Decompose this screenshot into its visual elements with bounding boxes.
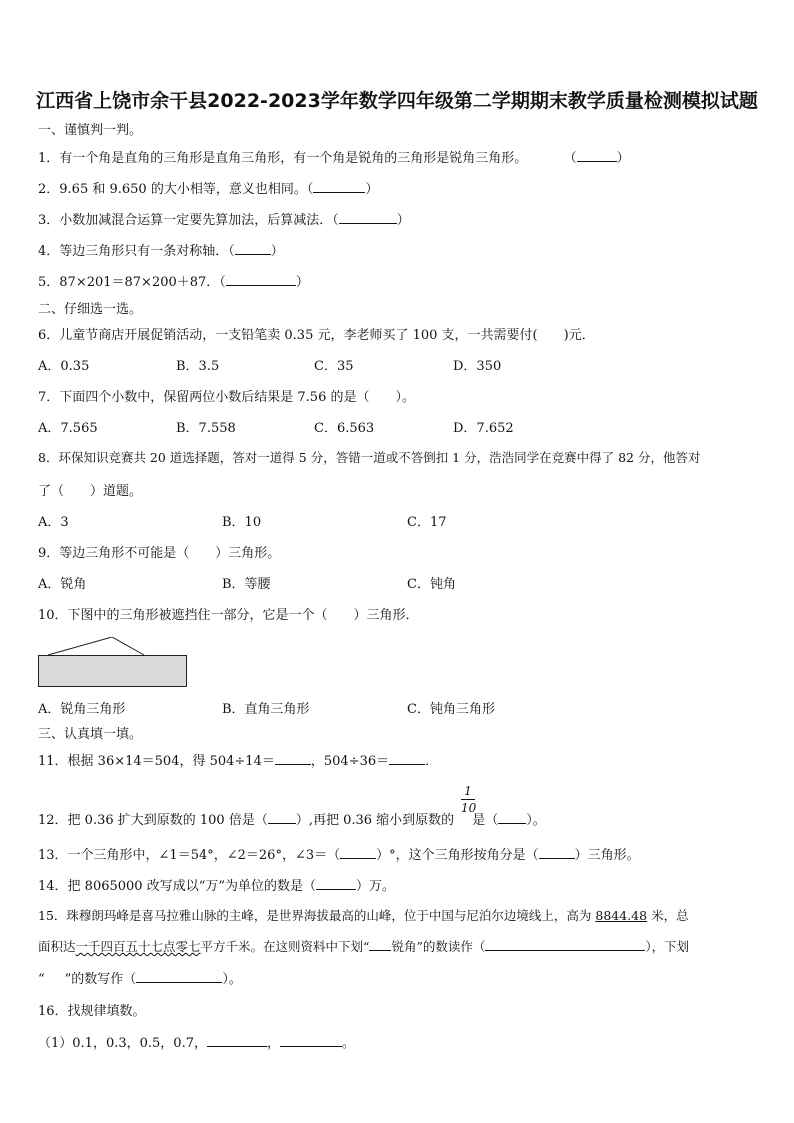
question-11-text: 11．根据 36×14＝504，得 504÷14＝ [38,754,275,769]
answer-blank[interactable] [280,1033,342,1047]
question-16-text: ， [266,1036,280,1051]
answer-blank[interactable] [235,241,271,255]
answer-blank[interactable] [313,179,365,193]
option-b[interactable]: B．10 [222,515,262,530]
question-12-text: ）,再把 0.36 缩小到原数的 [295,813,455,828]
option-c[interactable]: C．钝角 [407,577,456,592]
question-12-text: ）。 [526,813,546,828]
paren-close: ） [365,182,379,197]
fraction-numerator: 1 [464,784,472,798]
option-a[interactable]: A．3 [38,515,69,530]
question-1 [38,147,630,166]
answer-blank[interactable] [539,845,575,859]
underlined-number: 8844.48 [595,908,648,923]
question-4 [38,240,284,259]
question-13-text: ）三角形。 [574,848,640,863]
question-13 [38,844,640,863]
question-15-text: ），下划 [645,939,690,954]
option-b[interactable]: B．7.558 [176,421,236,436]
question-9: 9．等边三角形不可能是（ ）三角形。 [38,546,281,561]
question-2-text: 2．9.65 和 9.650 的大小相等，意义也相同。（ [38,182,314,197]
question-3 [38,209,410,228]
question-13-text: 13．一个三角形中，∠1＝54°，∠2＝26°，∠3＝（ [38,848,341,863]
question-12-text: 12．把 0.36 扩大到原数的 100 倍是（ [38,813,268,828]
answer-blank[interactable] [389,751,425,765]
fraction-denominator: 10 [461,801,477,815]
question-5 [38,271,309,290]
question-11 [38,750,438,769]
paren-close: ） [396,213,410,228]
paren-open: （ [563,151,577,166]
question-12 [38,809,546,828]
question-15-text: 面积达 [38,939,76,954]
question-14-text: ）万。 [356,879,396,894]
question-15-text: 15．珠穆朗玛峰是喜马拉雅山脉的主峰，是世界海拔最高的山峰，位于中国与尼泊尔边境线上，高为 [38,908,596,923]
question-11-text: ． [425,754,439,769]
fraction-bar [461,799,475,800]
option-c[interactable]: C．35 [314,359,354,374]
question-14-text: 14．把 8065000 改写成以“万”为单位的数是（ [38,879,316,894]
question-13-text: ）°，这个三角形按角分是（ [376,848,539,863]
question-10: 10．下图中的三角形被遮挡住一部分，它是一个（ ）三角形． [38,608,419,623]
triangle-apex [48,637,144,655]
question-16-text: （1）0.1，0.3，0.5，0.7， [38,1036,207,1051]
answer-blank[interactable] [136,969,222,983]
wavy-underline-sample [45,972,65,987]
question-15-line-2 [38,937,689,955]
option-a[interactable]: A．锐角三角形 [38,702,126,717]
question-5-text: 5．87×201＝87×200＋87．（ [38,275,226,290]
answer-blank[interactable] [316,876,356,890]
question-15-text: ”的数读作（ [416,939,486,954]
option-b[interactable]: B．直角三角形 [222,702,310,717]
section-heading-3: 三、认真填一填。 [38,727,143,742]
answer-blank[interactable] [207,1033,267,1047]
question-15-text: 平方千米。在这则资料中下划“ [200,939,370,954]
paren-close: ） [270,244,284,259]
question-14 [38,875,395,894]
straight-underline-sample [369,937,391,951]
option-b[interactable]: B．3.5 [176,359,220,374]
option-a[interactable]: A．7.565 [38,421,98,436]
option-c[interactable]: C．6.563 [314,421,375,436]
question-6: 6．儿童节商店开展促销活动，一支铅笔卖 0.35 元，李老师买了 100 支，一共需要付( )元． [38,328,595,343]
question-12-text: 是（ [472,813,499,828]
option-a[interactable]: A．锐角 [38,577,87,592]
answer-blank[interactable] [339,210,397,224]
option-b[interactable]: B．等腰 [222,577,271,592]
answer-blank[interactable] [268,810,296,824]
option-c[interactable]: C．17 [407,515,447,530]
answer-blank[interactable] [340,845,376,859]
question-1-text: 1．有一个角是直角的三角形是直角三角形，有一个角是锐角的三角形是锐角三角形。 [38,151,528,166]
question-2 [38,178,378,197]
page-title: 江西省上饶市余干县2022-2023学年数学四年级第二学期期末教学质量检测模拟试题 [36,90,758,112]
question-15-line-3 [38,968,242,987]
question-16-part-1 [38,1032,355,1051]
question-15-line-1 [38,906,689,924]
paren-close: ） [295,275,309,290]
question-16: 16．找规律填数。 [38,1004,146,1019]
option-d[interactable]: D．7.652 [453,421,514,436]
answer-blank[interactable] [275,751,311,765]
question-15-text: ”的数写作（ [64,972,137,987]
question-3-text: 3．小数加减混合运算一定要先算加法，后算减法．（ [38,213,339,228]
question-15-text: 锐角 [391,939,417,954]
cover-rectangle [39,656,187,687]
option-c[interactable]: C．钝角三角形 [407,702,495,717]
question-15-text: “ [38,972,45,987]
answer-blank[interactable] [498,810,526,824]
answer-blank[interactable] [226,272,296,286]
question-8-line-2: 了（ ）道题。 [38,484,143,499]
wavy-underlined-number: 一千四百五十七点零七 [75,939,201,954]
answer-blank[interactable] [485,937,645,951]
question-4-text: 4．等边三角形只有一条对称轴．（ [38,244,235,259]
question-7: 7．下面四个小数中，保留两位小数后结果是 7.56 的是（ ）。 [38,390,415,405]
question-15-text: ）。 [222,972,242,987]
question-11-text: ，504÷36＝ [310,754,390,769]
section-heading-2: 二、仔细选一选。 [38,302,143,317]
covered-triangle-figure [38,637,190,689]
answer-blank[interactable] [577,148,617,162]
option-a[interactable]: A．0.35 [38,359,90,374]
option-d[interactable]: D．350 [453,359,502,374]
paren-close: ） [616,151,630,166]
question-15-text: 米，总 [647,908,689,923]
question-16-text: 。 [341,1036,355,1051]
section-heading-1: 一、谨慎判一判。 [38,123,143,138]
question-8-line-1: 8．环保知识竞赛共 20 道选择题，答对一道得 5 分，答错一道或不答倒扣 1 分，浩浩同学在竞赛中得了 82 分，他答对 [38,450,701,465]
